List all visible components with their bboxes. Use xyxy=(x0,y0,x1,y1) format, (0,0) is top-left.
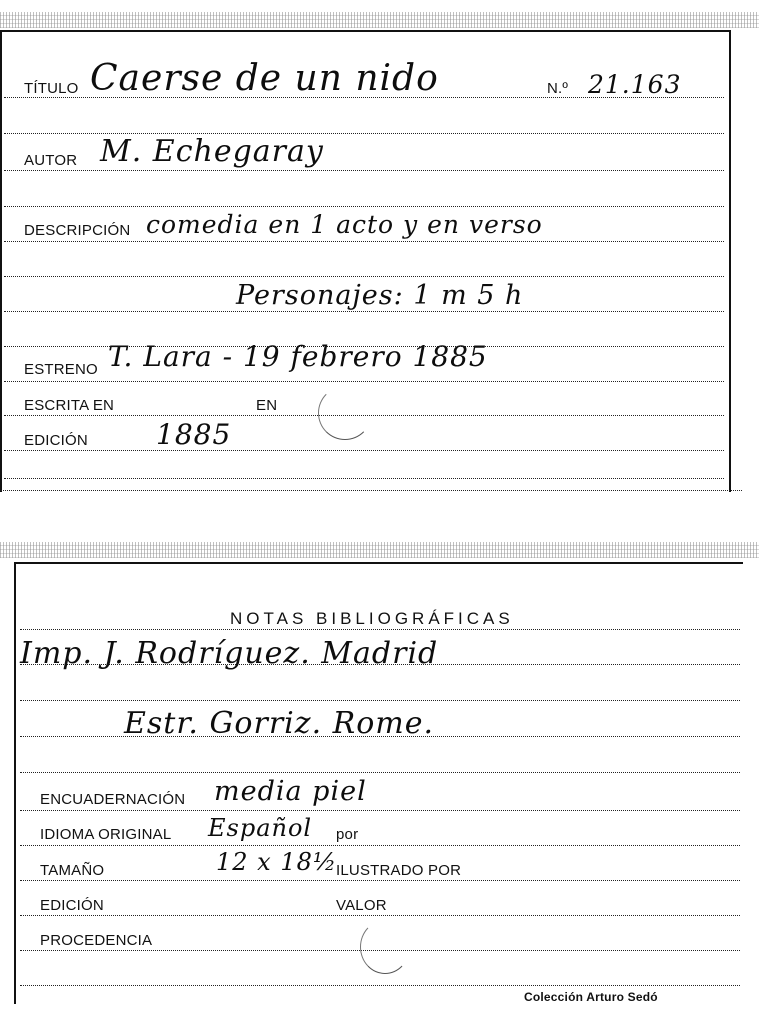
stamp-mark xyxy=(360,920,410,974)
numero-value: 21.163 xyxy=(588,70,682,99)
ilustrado-label: ILUSTRADO POR xyxy=(336,862,462,879)
valor-label: VALOR xyxy=(336,897,387,914)
personajes-value: Personajes: 1 m 5 h xyxy=(236,280,524,311)
ruled-line xyxy=(4,241,724,242)
tamano-value: 12 x 18½ xyxy=(216,848,338,876)
procedencia-label: PROCEDENCIA xyxy=(40,932,153,949)
ruled-line xyxy=(4,381,724,382)
numero-label: N.º xyxy=(547,80,569,97)
scan-edge-noise xyxy=(0,542,759,558)
encuadernacion-value: media piel xyxy=(214,776,367,807)
tamano-label: TAMAÑO xyxy=(40,862,105,879)
ruled-line xyxy=(4,170,724,171)
ruled-line xyxy=(20,700,740,701)
edicion-label-bottom: EDICIÓN xyxy=(40,897,104,914)
idioma-value: Español xyxy=(208,814,313,842)
edicion-value: 1885 xyxy=(156,418,232,451)
descripcion-value: comedia en 1 acto y en verso xyxy=(146,210,543,239)
encuadernacion-label: ENCUADERNACIÓN xyxy=(40,791,186,808)
stamp-mark xyxy=(318,386,372,440)
estreno-value: T. Lara - 19 febrero 1885 xyxy=(108,340,488,373)
nota-1: Imp. J. Rodríguez. Madrid xyxy=(20,636,439,671)
catalog-card-bottom xyxy=(0,540,759,1028)
nota-2: Estr. Gorriz. Rome. xyxy=(124,706,435,741)
descripcion-label: DESCRIPCIÓN xyxy=(24,222,131,239)
ruled-line xyxy=(4,478,724,479)
titulo-label: TÍTULO xyxy=(24,80,79,97)
idioma-label: IDIOMA ORIGINAL xyxy=(40,826,172,843)
ruled-line xyxy=(20,810,740,811)
catalog-card-top xyxy=(0,0,759,500)
notas-heading: NOTAS BIBLIOGRÁFICAS xyxy=(230,609,514,628)
titulo-value: Caerse de un nido xyxy=(90,58,439,99)
escrita-label: ESCRITA EN xyxy=(24,397,115,414)
ruled-line xyxy=(4,206,724,207)
coleccion-credit: Colección Arturo Sedó xyxy=(524,990,658,1004)
en-label: EN xyxy=(256,397,278,414)
scan-edge-noise xyxy=(0,12,759,28)
ruled-line xyxy=(20,985,740,986)
ruled-line xyxy=(4,311,724,312)
edicion-label: EDICIÓN xyxy=(24,432,88,449)
autor-label: AUTOR xyxy=(24,152,78,169)
por-label: por xyxy=(336,826,359,843)
ruled-line xyxy=(20,880,740,881)
ruled-line xyxy=(4,276,724,277)
ruled-line xyxy=(20,845,740,846)
ruled-line xyxy=(20,915,740,916)
ruled-line xyxy=(4,450,724,451)
autor-value: M. Echegaray xyxy=(100,134,324,169)
estreno-label: ESTRENO xyxy=(24,361,98,378)
ruled-line xyxy=(20,629,740,630)
card-bottom-rule xyxy=(0,490,742,491)
ruled-line xyxy=(20,772,740,773)
